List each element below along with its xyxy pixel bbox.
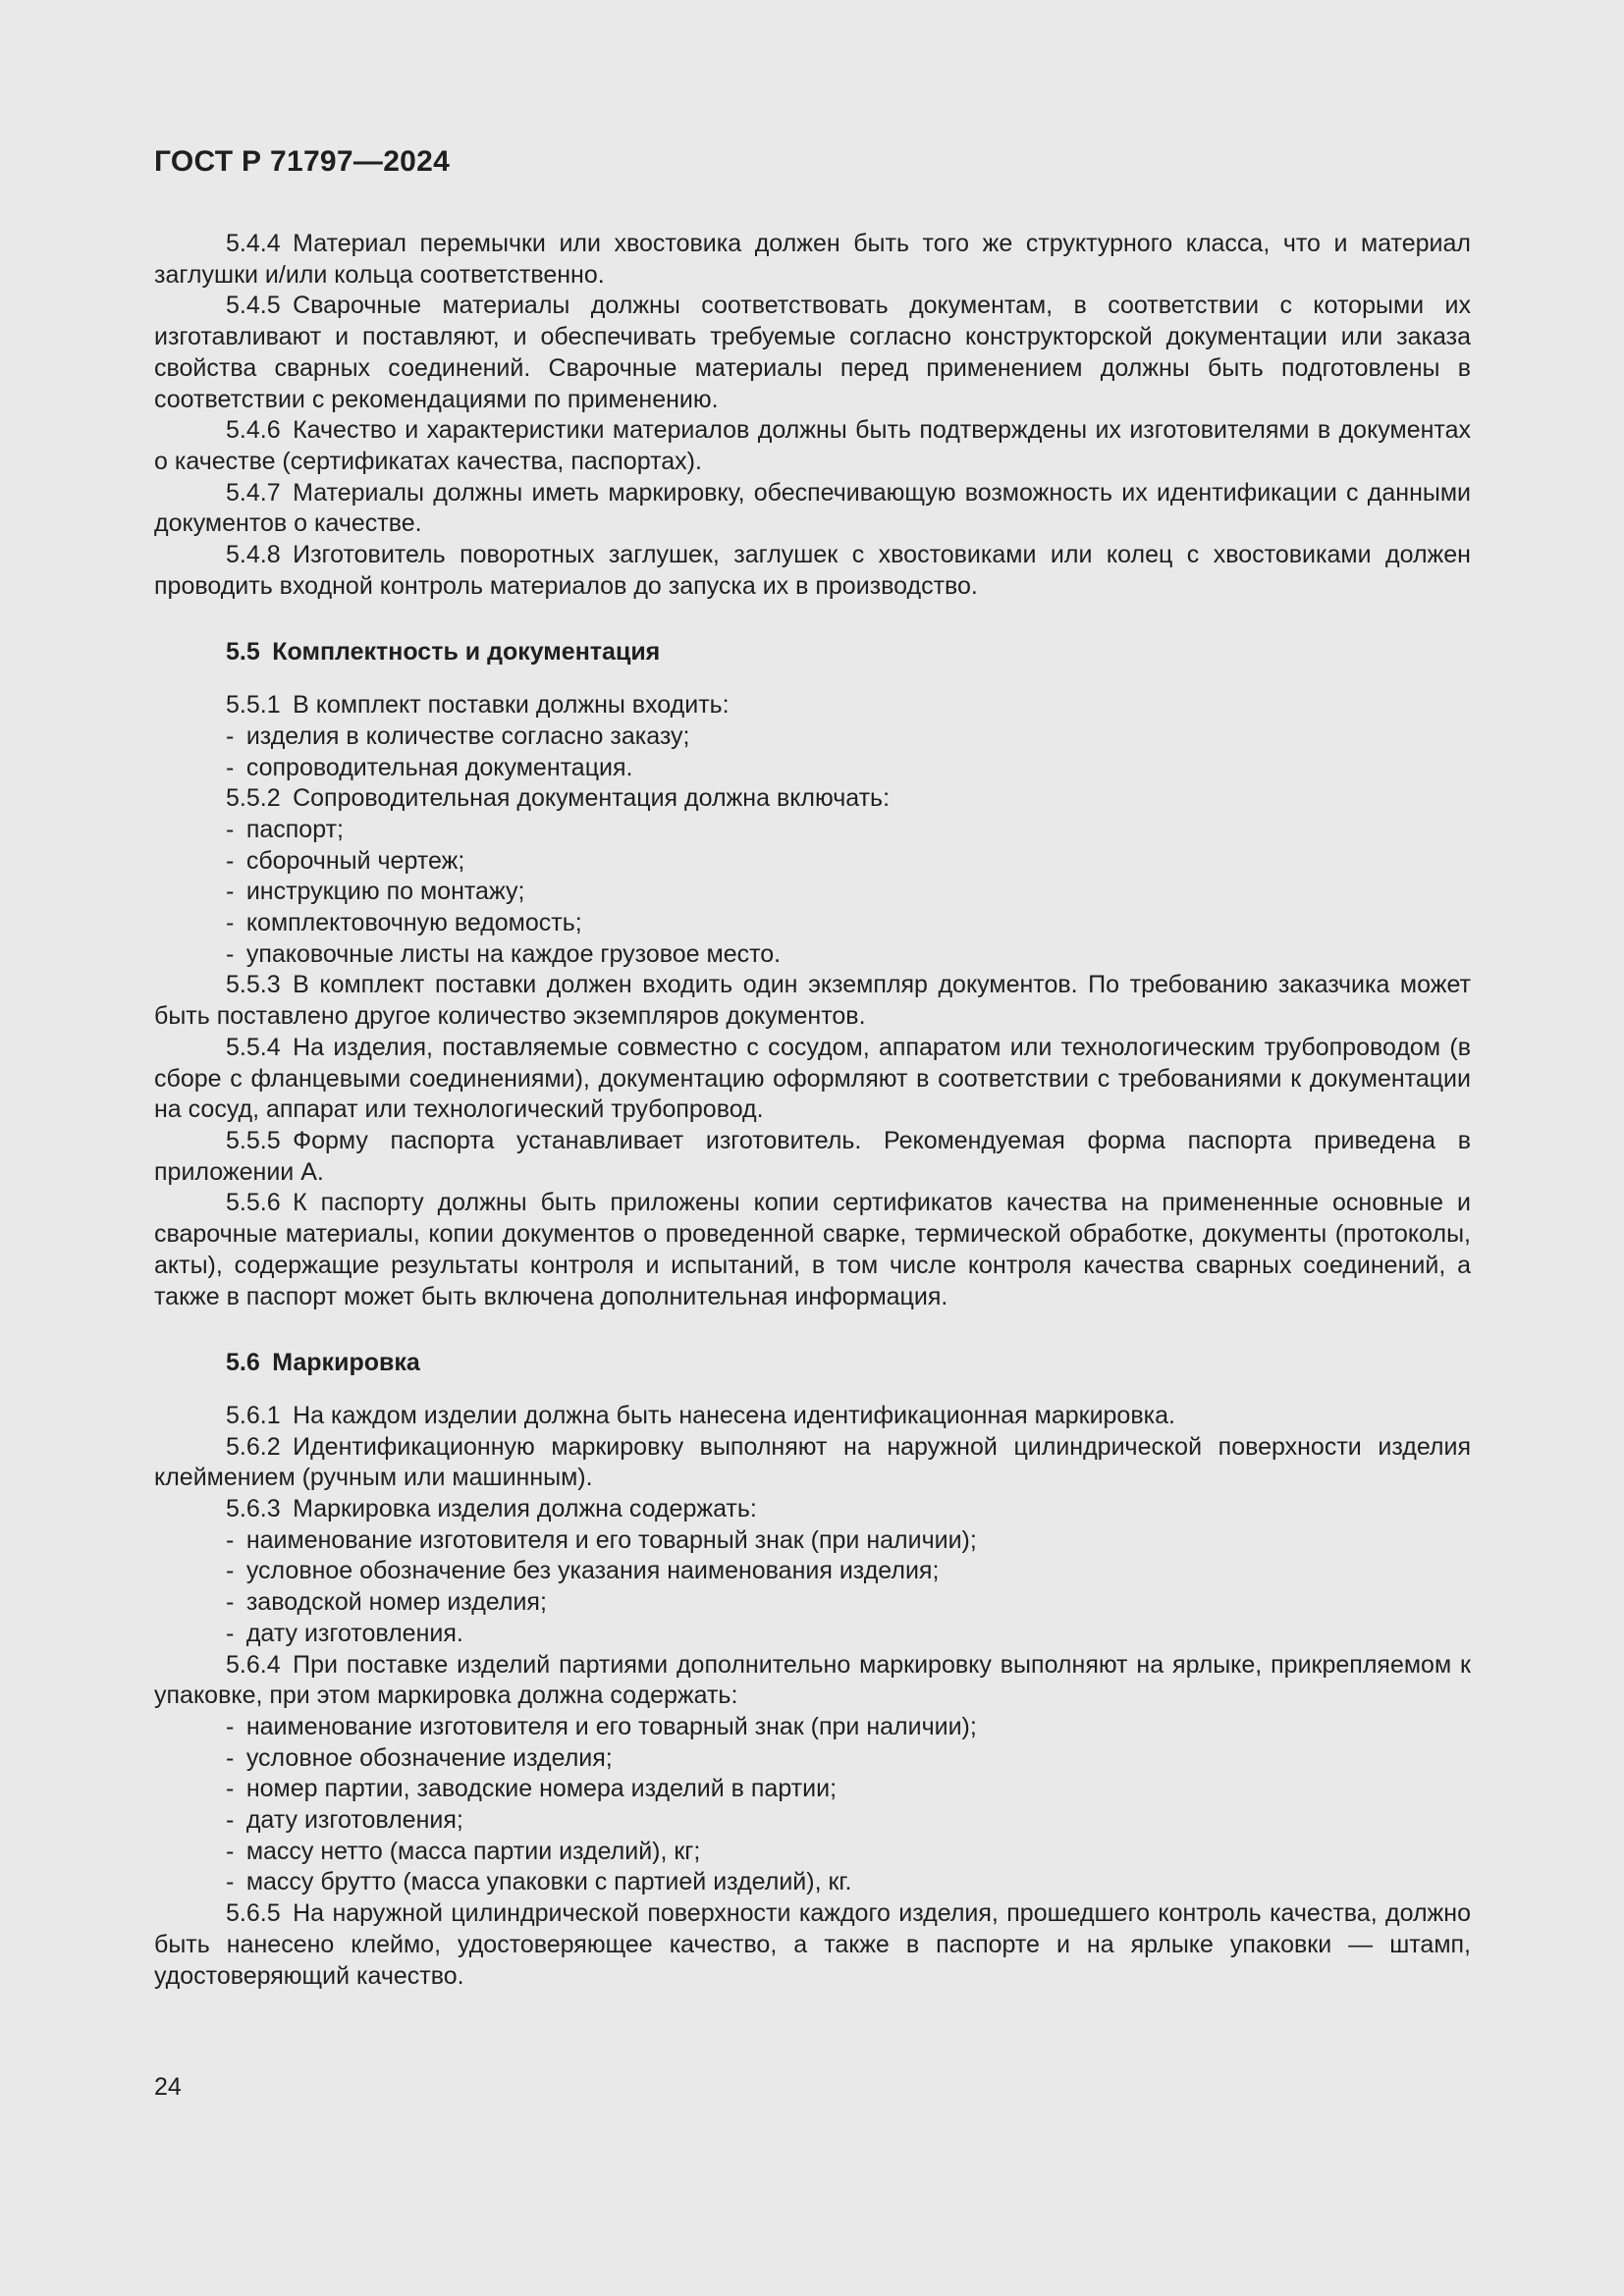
list-item: - дату изготовления. bbox=[226, 1619, 463, 1647]
paragraph: 5.5.6 К паспорту должны быть приложены копии сертификатов качества на примененные основные и сварочные материалы, копии документов о проведенной сварке, термической обработке, документы (протоколы, акты), содержащие результаты контроля и испытаний, в том числе контроля качества сварных соединений, а также в паспорт может быть включена дополнительная информация. bbox=[154, 1189, 1471, 1310]
paragraph: 5.5.3 В комплект поставки должен входить один экземпляр документов. По требованию заказчика может быть поставлено другое количество экземпляров документов. bbox=[154, 971, 1471, 1031]
list-item: - наименование изготовителя и его товарный знак (при наличии); bbox=[226, 1525, 977, 1554]
paragraph: 5.5.5 Форму паспорта устанавливает изготовитель. Рекомендуемая форма паспорта приведена в приложении А. bbox=[154, 1126, 1471, 1186]
paragraph: 5.6.4 При поставке изделий партиями дополнительно маркировку выполняют на ярлыке, прикрепляемом к упаковке, при этом маркировка должна содержать: bbox=[154, 1650, 1471, 1710]
list-item: - сопроводительная документация. bbox=[226, 753, 633, 781]
list-item: - заводской номер изделия; bbox=[226, 1588, 547, 1617]
list-item: - наименование изготовителя и его товарный знак (при наличии); bbox=[226, 1712, 977, 1740]
section-heading: 5.6 Маркировка bbox=[226, 1349, 420, 1377]
list-item: - сборочный чертеж; bbox=[226, 846, 465, 875]
list-item: - массу брутто (масса упаковки с партией изделий), кг. bbox=[226, 1868, 852, 1896]
list-item: - паспорт; bbox=[226, 815, 344, 843]
paragraph: 5.6.2 Идентификационную маркировку выполняют на наружной цилиндрической поверхности изделия клеймением (ручным или машинным). bbox=[154, 1432, 1471, 1492]
list-item: - условное обозначение без указания наименования изделия; bbox=[226, 1557, 940, 1585]
list-item: - номер партии, заводские номера изделий в партии; bbox=[226, 1775, 838, 1803]
paragraph: 5.5.2 Сопроводительная документация должна включать: bbox=[226, 784, 891, 813]
paragraph: 5.5.1 В комплект поставки должны входить: bbox=[226, 691, 730, 720]
paragraph: 5.4.5 Сварочные материалы должны соответствовать документам, в соответствии с которыми их изготавливают и поставляют, и обеспечивать требуемые согласно конструкторской документации или заказа свойства сварных соединений. Сварочные материалы перед применением должны быть подготовлены в соответствии с рекомендациями по применению. bbox=[154, 292, 1471, 413]
paragraph: 5.4.7 Материалы должны иметь маркировку, обеспечивающую возможность их идентификации с данными документов о качестве. bbox=[154, 478, 1471, 538]
paragraph: 5.6.5 На наружной цилиндрической поверхности каждого изделия, прошедшего контроль качества, должно быть нанесено клеймо, удостоверяющее качество, а также в паспорте и на ярлыке упаковки — штамп, удостоверяющий качество. bbox=[154, 1899, 1471, 1990]
paragraph: 5.5.4 На изделия, поставляемые совместно с сосудом, аппаратом или технологическим трубопроводом (в сборе с фланцевыми соединениями), документацию оформляют в соответствии с требованиями к документации на сосуд, аппарат или технологический трубопровод. bbox=[154, 1033, 1471, 1124]
document-header: ГОСТ Р 71797—2024 bbox=[154, 145, 451, 178]
list-item: - условное обозначение изделия; bbox=[226, 1743, 613, 1772]
paragraph: 5.4.6 Качество и характеристики материалов должны быть подтверждены их изготовителями в документах о качестве (сертификатах качества, паспортах). bbox=[154, 416, 1471, 475]
paragraph: 5.6.3 Маркировка изделия должна содержать: bbox=[226, 1495, 757, 1523]
list-item: - упаковочные листы на каждое грузовое место. bbox=[226, 939, 782, 968]
list-item: - комплектовочную ведомость; bbox=[226, 909, 582, 937]
section-heading: 5.5 Комплектность и документация bbox=[226, 638, 661, 667]
list-item: - изделия в количестве согласно заказу; bbox=[226, 721, 690, 750]
paragraph: 5.6.1 На каждом изделии должна быть нанесена идентификационная маркировка. bbox=[226, 1401, 1175, 1429]
list-item: - дату изготовления; bbox=[226, 1806, 463, 1835]
paragraph: 5.4.4 Материал перемычки или хвостовика должен быть того же структурного класса, что и материал заглушки и/или кольца соответственно. bbox=[154, 230, 1471, 289]
paragraph: 5.4.8 Изготовитель поворотных заглушек, заглушек с хвостовиками или колец с хвостовиками должен проводить входной контроль материалов до запуска их в производство. bbox=[154, 541, 1471, 600]
page-number: 24 bbox=[154, 2073, 182, 2101]
list-item: - массу нетто (масса партии изделий), кг; bbox=[226, 1837, 701, 1865]
document-content bbox=[154, 229, 1471, 1992]
list-item: - инструкцию по монтажу; bbox=[226, 878, 525, 906]
